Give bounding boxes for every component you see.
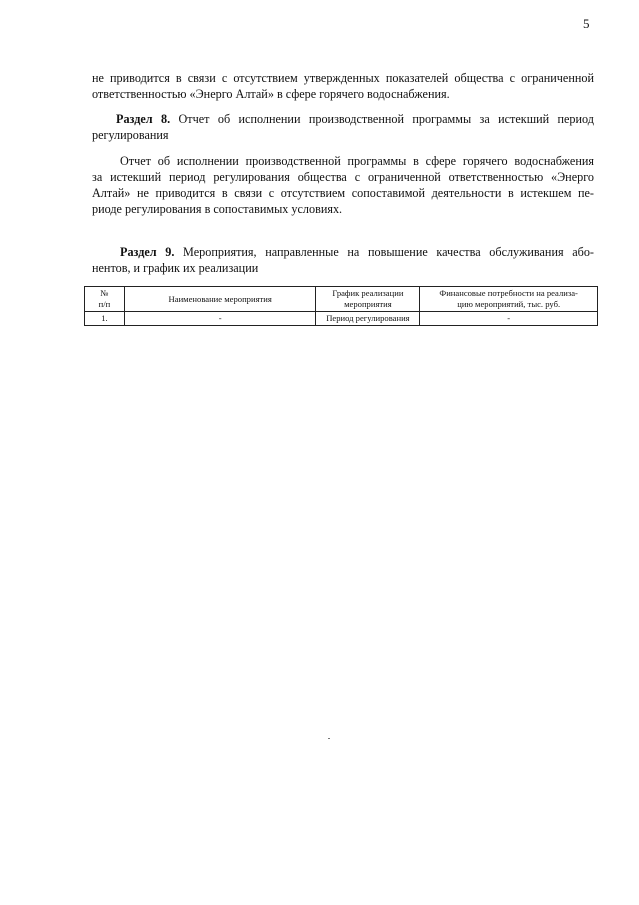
cell-number: 1. <box>85 312 125 326</box>
header-number-line: п/п <box>98 299 111 309</box>
section-8-heading <box>92 111 594 143</box>
header-number-line: № <box>100 288 109 298</box>
header-name: Наименование мероприятия <box>124 287 316 312</box>
header-finance <box>420 287 598 312</box>
table-header-row <box>85 287 598 312</box>
cell-schedule: Период регулирования <box>316 312 420 326</box>
header-finance-line: Финансовые потребности на реализа- <box>439 288 578 298</box>
section-9-title: Мероприятия, направленные на повышение качества обслуживания або- <box>174 245 594 259</box>
paragraph-line: Алтай» не приводится в связи с отсутствием сопоставимой деятельности в истекшем пе- <box>92 186 594 200</box>
measures-table <box>84 286 598 326</box>
table-row <box>85 312 598 326</box>
paragraph-line: риоде регулирования в сопоставимых условиях. <box>92 202 343 216</box>
section-heading-line: нентов, и график их реализации <box>92 261 259 275</box>
section-8-label: Раздел 8. <box>116 112 171 126</box>
section-9-heading <box>92 244 594 276</box>
header-finance-line: цию мероприятий, тыс. руб. <box>457 299 561 309</box>
cell-finance: - <box>420 312 598 326</box>
section-heading-line <box>92 244 594 260</box>
scan-speck <box>328 738 330 739</box>
cell-name: - <box>124 312 316 326</box>
paragraph-line: не приводится в связи с отсутствием утвержденных показателей общества с ограниченной <box>92 71 594 85</box>
header-schedule <box>316 287 420 312</box>
section-heading-line <box>92 111 594 127</box>
section-8-title: Отчет об исполнении производственной программы за истекший период <box>170 112 594 126</box>
paragraph-line: Отчет об исполнении производственной программы в сфере горячего водоснабжения <box>120 154 594 168</box>
header-schedule-line: График реализации <box>332 288 404 298</box>
header-schedule-line: мероприятия <box>344 299 392 309</box>
paragraph-line: за истекший период регулирования общества с ограниченной ответственностью «Энерго <box>92 170 594 184</box>
section-heading-line: регулирования <box>92 128 169 142</box>
paragraph-line: ответственностью «Энерго Алтай» в сфере горячего водоснабжения. <box>92 87 450 101</box>
section-9-label: Раздел 9. <box>120 245 175 259</box>
page-number: 5 <box>583 16 590 31</box>
header-number <box>85 287 125 312</box>
paragraph-report <box>92 153 594 217</box>
paragraph-intro <box>92 70 594 102</box>
